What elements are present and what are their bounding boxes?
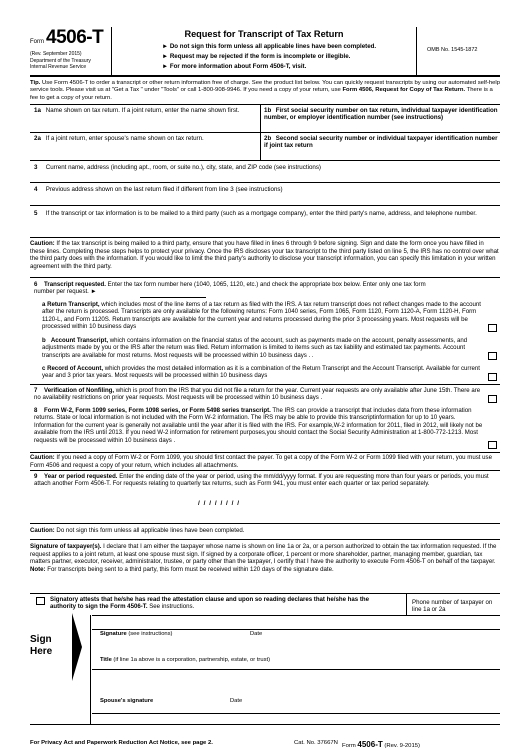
line-9-year-or-period: 9 Year or period requested. Enter the ending date of the year or period, using the mm/dd/yyyy format. If you are requesting more than four years or periods, you must attach another Form 4506-T. For requests relating to quarterly tax returns, such as Form 941, you must enter each quarter or tax period separately. — [34, 473, 489, 488]
signature-label: Signature (see instructions) — [100, 631, 173, 637]
verification-of-nonfiling-checkbox[interactable] — [488, 395, 497, 403]
line-2b-label: Second social security number or individual taxpayer identification number if joint tax return — [264, 135, 498, 150]
divider — [30, 104, 500, 105]
line-1b-field[interactable]: 1b First social security number on tax return, individual taxpayer identification number, or employer identification number (see instructions) — [264, 107, 498, 122]
instruction-bullet-3: ► For more information about Form 4506-T, visit. — [162, 63, 307, 70]
caution-w2-1099: Caution: If you need a copy of Form W-2 or Form 1099, you should first contact the payer. To get a copy of the Form W-2 or Form 1099 filed with your return, you must use Form 4506 and request a copy of your return, which includes all attachments. — [30, 454, 492, 469]
privacy-notice: For Privacy Act and Paperwork Reduction Act Notice, see page 2. — [30, 740, 213, 746]
line-3-field[interactable]: 3 Current name, address (including apt., room, or suite no.), city, state, and ZIP code (see instructions) — [34, 164, 321, 171]
tip-text-end: There is a fee to get a copy of your return. — [30, 87, 493, 101]
line-8-information-returns: 8 Form W-2, Form 1099 series, Form 1098 series, or Form 5498 series transcript. The IRS can provide a transcript that includes data from these information returns. State or local information is not included with the Form W-2 information. The IRS may be able to provide this transcriptinformation for up to 10 years. Information for the current year is generally not available until the year after it is filed with the IRS. For example,W-2 information for 2011, filed in 2012, will likely not be available from the IRS until 2013. If you need W-2 information for retirement purposes,you should contact the Social Security Administration at 1-800-772-1213. Most requests will be processed within 10 business days . — [34, 407, 483, 444]
record-of-account-checkbox[interactable] — [488, 373, 497, 381]
column-divider — [406, 593, 407, 615]
return-transcript-checkbox[interactable] — [488, 324, 497, 332]
line-6b-account-transcript: b Account Transcript, which contains information on the financial status of the account, such as payments made on the account, penalty assessments, and adjustments made by you or the IRS after the return was filed. Return information is limited to items such as tax liability and estimated tax payments. Account transcripts are available for most returns. Most requests will be processed within 10 business days . . — [42, 337, 468, 359]
tip-text: Use Form 4506-T to order a transcript or other return information free of charge. See the product list below. You can quickly request transcripts by using our automated self-help service tools. Please visit us at "Get a Tax " under "Tools" or call 1-800-908-9946. If you need a copy of your return, use — [30, 80, 500, 94]
signature-line[interactable] — [92, 629, 500, 630]
sign-here-label: Sign Here — [30, 634, 53, 657]
attestation-checkbox[interactable] — [36, 597, 45, 605]
divider — [30, 384, 500, 385]
divider — [30, 182, 500, 183]
agency: Internal Revenue Service — [30, 64, 87, 70]
divider — [30, 593, 500, 594]
sign-here-arrow-icon — [72, 613, 82, 681]
form-word: Form — [30, 39, 44, 45]
line-7-verification-of-nonfiling: 7 Verification of Nonfiling, which is proof from the IRS that you did not file a return for the year. Current year requests are only available after June 15th. There are no availability restrictions on prior year requests. Most requests will be processed within 10 business days . — [34, 387, 481, 402]
title-label: Title (if line 1a above is a corporation, partnership, estate, or trust) — [100, 657, 271, 663]
account-transcript-checkbox[interactable] — [488, 352, 497, 360]
line-3-label: Current name, address (including apt., room, or suite no.), city, state, and ZIP code (see instructions) — [45, 164, 321, 171]
divider — [30, 277, 500, 278]
divider — [30, 205, 500, 206]
signature-date-label: Date — [250, 631, 263, 637]
divider — [30, 160, 500, 161]
line-6-header: 6 Transcript requested. Enter the tax form number here (1040, 1065, 1120, etc.) and check the appropriate box below. Enter only one tax form number per request. ► — [34, 281, 426, 296]
form-footer — [30, 740, 500, 747]
divider — [92, 615, 500, 616]
line-6c-record-of-account: c Record of Account, which provides the most detailed information as it is a combination of the Return Transcript and the Account Transcript. Available for current year and 3 prior tax years. Most requests will be processed within 10 business days — [42, 365, 480, 380]
period-date-inputs[interactable]: / / / / / / / / — [198, 500, 241, 507]
line-5-field[interactable]: 5 If the transcript or tax information is to be mailed to a third party (such as a mortgage company), enter the third party's name, address, and telephone number. — [34, 210, 477, 217]
spouse-signature-label: Spouse's signature — [100, 698, 154, 704]
tax-form-number-input[interactable] — [140, 297, 206, 298]
line-2a-label: If a joint return, enter spouse's name shown on tax return. — [45, 135, 204, 142]
tip-label: Tip. — [30, 80, 41, 86]
divider — [30, 237, 500, 238]
phone-number-label[interactable]: Phone number of taxpayer on line 1a or 2a — [412, 599, 493, 614]
form-title-block — [114, 27, 414, 77]
divider — [30, 539, 500, 540]
form-id-block — [30, 27, 112, 77]
form-page — [30, 27, 500, 749]
form-title: Request for Transcript of Tax Return — [184, 29, 344, 39]
line-1a-field[interactable]: 1a Name shown on tax return. If a joint return, enter the name shown first. — [34, 107, 240, 114]
caution-third-party: Caution: If the tax transcript is being mailed to a third party, ensure that you have filled in lines 6 through 9 before signing. Sign and date the form once you have filled in these lines. Completing these steps helps to protect your privacy. Once the IRS discloses your tax transcript to the third party listed on line 5, the IRS has no control over what the third party does with the information. If you would like to limit the third party's authority to disclose your transcript information, you can specify this limitation in your written agreement with the third party. — [30, 240, 499, 270]
line-6a-return-transcript: a Return Transcript, which includes most of the line items of a tax return as filed with the IRS. A tax return transcript does not reflect changes made to the account after the return is processed. Transcripts are only available for the following returns: Form 1040 series, Form 1065, Form 1120, Form 1120-A, Form 1120-H, Form 1120-L, and Form 1120S. Return transcripts are available for the current year and returns processed during the prior 3 processing years. Most requests will be processed within 10 business days — [42, 301, 481, 331]
line-2a-field[interactable]: 2a If a joint return, enter spouse's name shown on tax return. — [34, 135, 204, 142]
footer-form-id: Form 4506-T (Rev. 9-2015) — [342, 740, 420, 749]
divider — [30, 724, 500, 725]
instruction-bullet-1: ► Do not sign this form unless all applicable lines have been completed. — [162, 43, 377, 50]
signature-declaration: Signature of taxpayer(s). I declare that I am either the taxpayer whose name is shown on line 1a or 2a, or a person authorized to obtain the tax information requested. If the request applies to a joint return, at least one spouse must sign. If signed by a corporate officer, 1 percent or more shareholder, partner, managing member, guardian, tax matters partner, executor, receiver, administrator, trustee, or party other than the taxpayer, I certify that I have the authority to execute Form 4506-T on behalf of the taxpayer. Note: For transcripts being sent to a third party, this form must be received within 120 days of the signature date. — [30, 543, 497, 573]
line-5-label: If the transcript or tax information is to be mailed to a third party (such as a mortgage company), enter the third party's name, address, and telephone number. — [45, 210, 477, 217]
divider — [30, 523, 500, 524]
attestation-text: Signatory attests that he/she has read the attestation clause and upon so reading declares that he/she has the authority to sign the Form 4506-T. See instructions. — [50, 596, 369, 611]
line-2b-field[interactable]: 2b Second social security number or individual taxpayer identification number if joint tax return — [264, 135, 498, 150]
spouse-signature-line[interactable] — [92, 713, 500, 714]
line-4-label: Previous address shown on the last return filed if different from line 3 (see instructions) — [45, 186, 283, 193]
omb-number: OMB No. 1545-1872 — [427, 47, 478, 53]
divider — [30, 132, 500, 133]
line-1a-label: Name shown on tax return. If a joint return, enter the name shown first. — [45, 107, 240, 114]
form-number: 4506-T — [46, 27, 104, 48]
column-divider — [90, 615, 91, 725]
tip-bold-text: Form 4506, Request for Copy of Tax Return. — [342, 87, 466, 94]
omb-block — [416, 27, 500, 77]
instruction-bullet-2: ► Request may be rejected if the form is incomplete or illegible. — [162, 53, 351, 60]
catalog-number: Cat. No. 37667N — [294, 740, 338, 746]
revision-date: (Rev. September 2015) — [30, 51, 82, 57]
divider — [30, 452, 500, 453]
spouse-date-label: Date — [230, 698, 243, 704]
tip-paragraph — [30, 80, 500, 102]
divider — [30, 470, 500, 471]
line-1b-label: First social security number on tax return, individual taxpayer identification number, or employer identification number (see instructions) — [264, 107, 498, 122]
form-w2-transcript-checkbox[interactable] — [488, 441, 497, 449]
line-4-field[interactable]: 4 Previous address shown on the last return filed if different from line 3 (see instructions) — [34, 186, 283, 193]
caution-do-not-sign: Caution: Do not sign this form unless all applicable lines have been completed. — [30, 527, 245, 534]
department: Department of the Treasury — [30, 58, 91, 64]
title-line[interactable] — [92, 669, 500, 670]
form-header — [30, 27, 500, 77]
